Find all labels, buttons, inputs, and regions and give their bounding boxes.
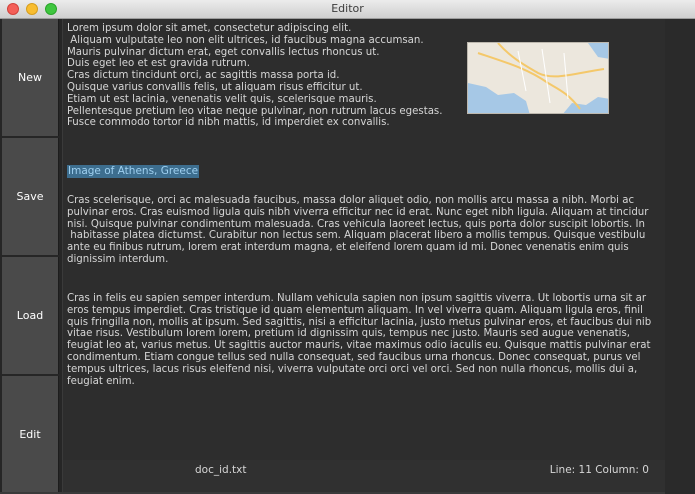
new-button-label: New [18, 71, 42, 84]
status-bar [63, 460, 665, 492]
load-button[interactable] [2, 257, 59, 374]
athens-map-image [467, 42, 609, 114]
image-link[interactable]: Image of Athens, Greece [68, 165, 199, 177]
window-title: Editor [331, 2, 364, 15]
paragraph-3: Cras in felis eu sapien semper interdum. Nullam vehicula sapien non ipsum sagittis viverra. Ut lobortis urna sit ar eros tempus imperdiet. Cras tristique id quam elementum aliquam. In vel viverra quam. Aliquam ligula eros, finil quis fringilla non, mollis at ipsum. Sed sagittis, nisi a efficitur lacinia, justo metus pulvinar eros, et faucibus dui nib vitae risus. Vestibulum lorem lorem, pretium id dignissim quis, tempus nec justo. Mauris sed augue venenatis, feugiat leo at, varius metus. Ut sagittis auctor mauris, vitae maximus odio iaculis eu. Quisque mattis pulvinar erat condimentum. Etiam congue tellus sed nulla consequat, sed faucibus urna rhoncus. Donec consequat, purus vel tempus ultrices, lacus risus eleifend nisi, viverra vulputate orci orci vel orci. Sed non nulla rhoncus, mollis dui a, feugiat enim. [67, 293, 652, 387]
text-editor[interactable] [63, 19, 665, 460]
status-cursor-position: Line: 11 Column: 0 [549, 464, 649, 476]
load-button-label: Load [16, 309, 44, 322]
status-filename: doc_id.txt [195, 464, 247, 476]
save-button[interactable] [2, 138, 59, 255]
title-bar[interactable] [0, 0, 695, 19]
new-button[interactable] [2, 19, 59, 136]
paragraph-2: Cras scelerisque, orci ac malesuada faucibus, massa dolor aliquet odio, non mollis arcu massa a nibh. Morbi ac pulvinar eros. Cras euismod ligula quis nibh viverra efficitur nec id erat. Nunc eget nibh ligula. Aliquam at tincidur nisi. Quisque pulvinar condimentum malesuada. Cras vehicula laoreet lectus, quis porta dolor suscipit lobortis. In habitasse platea dictumst. Curabitur non lectus sem. Aliquam placerat libero a mollis tempus. Quisque vestibulu ante eu finibus rutrum, lorem erat interdum magna, et eleifend lorem quam id mi. Donec venenatis enim quis dignissim interdum. [67, 195, 649, 265]
map-graphic [468, 43, 609, 114]
save-button-label: Save [16, 190, 44, 203]
sidebar [0, 19, 62, 492]
edit-button-label: Edit [19, 427, 41, 441]
edit-button[interactable] [2, 376, 59, 492]
paragraph-1: Lorem ipsum dolor sit amet, consectetur adipiscing elit. Aliquam vulputate leo non elit ultrices, id faucibus magna accumsan. Mauris pulvinar dictum erat, eget convallis lectus rhoncus ut. Duis eget leo et est gravida rutrum. Cras dictum tincidunt orci, ac sagittis massa porta id. Quisque varius convallis felis, ut aliquam risus efficitur ut. Etiam ut est lacinia, venenatis velit quis, scelerisque mauris. Pellentesque pretium leo vitae neque pulvinar, non rutrum lacus egestas. Fusce commodo tortor id nibh mattis, id imperdiet ex convallis. [67, 23, 443, 129]
window-right-edge [665, 19, 695, 494]
